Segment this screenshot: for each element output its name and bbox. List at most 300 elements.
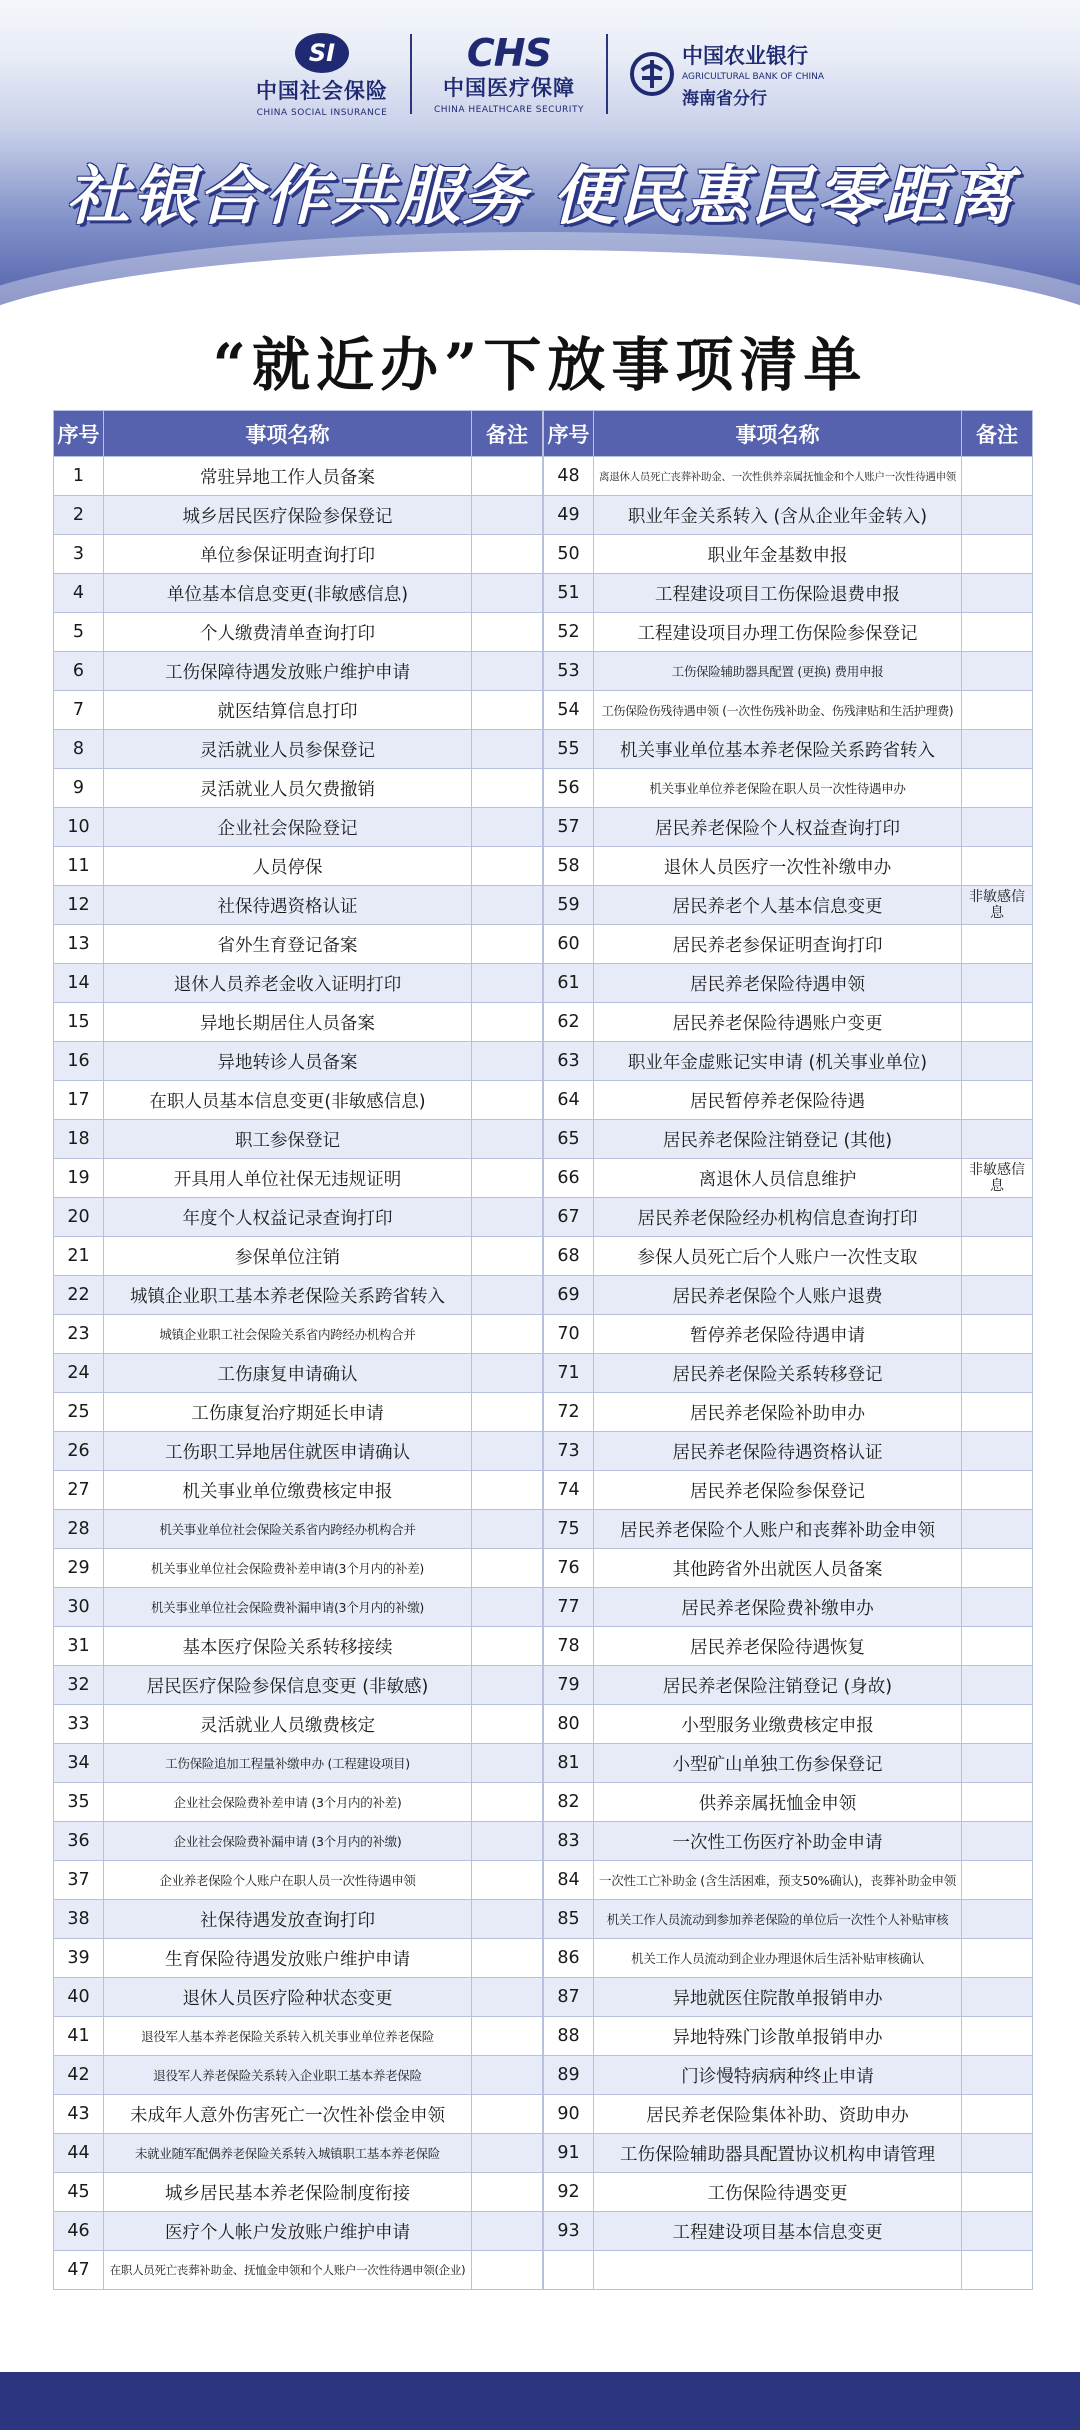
row-item-name: 单位参保证明查询打印 — [104, 535, 472, 574]
table-row — [544, 496, 1033, 535]
table-row — [54, 1588, 543, 1627]
row-note — [472, 652, 543, 691]
row-number: 38 — [54, 1900, 104, 1939]
row-item-name: 工伤职工异地居住就医申请确认 — [104, 1432, 472, 1471]
row-item-name: 单位基本信息变更(非敏感信息) — [104, 574, 472, 613]
table-row — [54, 847, 543, 886]
row-number: 29 — [54, 1549, 104, 1588]
row-note — [962, 1900, 1033, 1939]
row-number: 36 — [54, 1822, 104, 1861]
logo-row — [0, 24, 1080, 124]
row-number: 79 — [544, 1666, 594, 1705]
row-note — [472, 496, 543, 535]
row-number: 86 — [544, 1939, 594, 1978]
row-note — [472, 2095, 543, 2134]
table-row — [54, 1432, 543, 1471]
row-number: 62 — [544, 1003, 594, 1042]
table-row — [544, 1822, 1033, 1861]
row-number: 23 — [54, 1315, 104, 1354]
table-row — [54, 691, 543, 730]
table-row — [544, 925, 1033, 964]
table-row — [54, 1744, 543, 1783]
row-item-name: 居民养老保险费补缴申办 — [594, 1588, 962, 1627]
row-note — [962, 1588, 1033, 1627]
table-row — [54, 1510, 543, 1549]
row-number: 93 — [544, 2212, 594, 2251]
row-note — [472, 2056, 543, 2095]
row-number: 89 — [544, 2056, 594, 2095]
table-row — [544, 1900, 1033, 1939]
table-right — [543, 410, 1033, 2290]
row-item-name: 医疗个人帐户发放账户维护申请 — [104, 2212, 472, 2251]
row-note — [472, 925, 543, 964]
table-row — [54, 613, 543, 652]
row-number: 25 — [54, 1393, 104, 1432]
row-item-name: 城镇企业职工社会保险关系省内跨经办机构合并 — [104, 1315, 472, 1354]
row-number: 72 — [544, 1393, 594, 1432]
row-number: 37 — [54, 1861, 104, 1900]
row-number: 10 — [54, 808, 104, 847]
row-note — [472, 1276, 543, 1315]
row-number: 18 — [54, 1120, 104, 1159]
row-number: 71 — [544, 1354, 594, 1393]
table-row — [544, 808, 1033, 847]
table-row — [54, 1666, 543, 1705]
row-item-name: 机关工作人员流动到参加养老保险的单位后一次性个人补贴审核 — [594, 1900, 962, 1939]
row-item-name: 社保待遇资格认证 — [104, 886, 472, 925]
row-note — [472, 1354, 543, 1393]
row-note — [962, 2251, 1033, 2290]
table-row — [544, 1939, 1033, 1978]
row-number: 91 — [544, 2134, 594, 2173]
row-item-name: 工伤保险伤残待遇申领 (一次性伤残补助金、伤残津贴和生活护理费) — [594, 691, 962, 730]
row-note — [962, 2134, 1033, 2173]
row-item-name: 其他跨省外出就医人员备案 — [594, 1549, 962, 1588]
table-header-row — [54, 411, 543, 457]
row-item-name: 居民养老保险待遇资格认证 — [594, 1432, 962, 1471]
row-number: 55 — [544, 730, 594, 769]
row-note — [962, 925, 1033, 964]
row-number: 64 — [544, 1081, 594, 1120]
row-item-name: 居民养老保险参保登记 — [594, 1471, 962, 1510]
row-item-name — [594, 2251, 962, 2290]
table-row — [54, 1276, 543, 1315]
table-row — [54, 1393, 543, 1432]
row-note — [962, 1276, 1033, 1315]
row-note — [962, 730, 1033, 769]
row-item-name: 工程建设项目办理工伤保险参保登记 — [594, 613, 962, 652]
row-note — [962, 1354, 1033, 1393]
table-left — [53, 410, 543, 2290]
table-row — [544, 1393, 1033, 1432]
table-row — [54, 1315, 543, 1354]
table-row — [544, 847, 1033, 886]
row-note — [962, 1939, 1033, 1978]
row-item-name: 居民医疗保险参保信息变更 (非敏感) — [104, 1666, 472, 1705]
row-note — [962, 1744, 1033, 1783]
header-note: 备注 — [962, 411, 1033, 457]
row-note — [962, 1471, 1033, 1510]
row-number: 42 — [54, 2056, 104, 2095]
row-item-name: 工伤保险追加工程量补缴申办 (工程建设项目) — [104, 1744, 472, 1783]
row-note — [472, 1471, 543, 1510]
table-row — [544, 1549, 1033, 1588]
row-item-name: 居民养老保险经办机构信息查询打印 — [594, 1198, 962, 1237]
table-row — [54, 2212, 543, 2251]
row-number — [544, 2251, 594, 2290]
row-number: 73 — [544, 1432, 594, 1471]
row-number: 35 — [54, 1783, 104, 1822]
row-note — [472, 2212, 543, 2251]
row-note — [962, 535, 1033, 574]
healthcare-security-name: 中国医疗保障 — [442, 75, 575, 100]
row-note — [962, 1822, 1033, 1861]
table-row — [544, 2134, 1033, 2173]
row-number: 22 — [54, 1276, 104, 1315]
row-note — [962, 2095, 1033, 2134]
row-note — [472, 1159, 543, 1198]
row-item-name: 工伤保障待遇发放账户维护申请 — [104, 652, 472, 691]
row-item-name: 城镇企业职工基本养老保险关系跨省转入 — [104, 1276, 472, 1315]
table-row — [544, 1705, 1033, 1744]
row-note — [472, 1198, 543, 1237]
table-row — [544, 613, 1033, 652]
table-row — [54, 496, 543, 535]
row-note — [472, 613, 543, 652]
row-number: 85 — [544, 1900, 594, 1939]
table-row — [54, 1159, 543, 1198]
social-insurance-emblem-icon — [293, 31, 351, 75]
row-number: 2 — [54, 496, 104, 535]
social-insurance-name: 中国社会保险 — [255, 78, 388, 103]
row-item-name: 灵活就业人员缴费核定 — [104, 1705, 472, 1744]
row-number: 49 — [544, 496, 594, 535]
row-number: 58 — [544, 847, 594, 886]
row-item-name: 居民养老保险补助申办 — [594, 1393, 962, 1432]
row-item-name: 工伤保险辅助器具配置 (更换) 费用申报 — [594, 652, 962, 691]
row-number: 32 — [54, 1666, 104, 1705]
row-item-name: 基本医疗保险关系转移接续 — [104, 1627, 472, 1666]
row-note — [472, 1237, 543, 1276]
row-number: 74 — [544, 1471, 594, 1510]
row-item-name: 居民养老个人基本信息变更 — [594, 886, 962, 925]
row-item-name: 开具用人单位社保无违规证明 — [104, 1159, 472, 1198]
row-item-name: 城乡居民基本养老保险制度衔接 — [104, 2173, 472, 2212]
row-note — [962, 652, 1033, 691]
table-row — [544, 1432, 1033, 1471]
row-note — [962, 1120, 1033, 1159]
row-note — [472, 1822, 543, 1861]
row-note — [962, 1081, 1033, 1120]
row-note — [472, 1783, 543, 1822]
footer-bar — [0, 2372, 1080, 2430]
row-number: 66 — [544, 1159, 594, 1198]
row-note — [472, 1861, 543, 1900]
row-number: 33 — [54, 1705, 104, 1744]
row-number: 14 — [54, 964, 104, 1003]
row-item-name: 在职人员死亡丧葬补助金、抚恤金申领和个人账户一次性待遇申领(企业) — [104, 2251, 472, 2290]
row-note — [962, 1783, 1033, 1822]
row-note — [472, 1549, 543, 1588]
table-row — [544, 1627, 1033, 1666]
row-note: 非敏感信息 — [962, 1159, 1033, 1198]
row-item-name: 工伤保险待遇变更 — [594, 2173, 962, 2212]
row-number: 15 — [54, 1003, 104, 1042]
table-row — [54, 535, 543, 574]
row-number: 82 — [544, 1783, 594, 1822]
row-number: 59 — [544, 886, 594, 925]
row-item-name: 未成年人意外伤害死亡一次性补偿金申领 — [104, 2095, 472, 2134]
row-number: 43 — [54, 2095, 104, 2134]
row-note — [962, 2056, 1033, 2095]
table-row — [54, 652, 543, 691]
abc-branch: 海南省分行 — [681, 88, 767, 109]
row-item-name: 机关事业单位社会保险费补漏申请(3个月内的补缴) — [104, 1588, 472, 1627]
row-number: 52 — [544, 613, 594, 652]
row-note — [472, 2017, 543, 2056]
row-note — [472, 2134, 543, 2173]
table-row — [54, 457, 543, 496]
row-number: 48 — [544, 457, 594, 496]
row-item-name: 工伤康复治疗期延长申请 — [104, 1393, 472, 1432]
row-item-name: 常驻异地工作人员备案 — [104, 457, 472, 496]
social-insurance-name-en: CHINA SOCIAL INSURANCE — [256, 107, 388, 118]
row-number: 76 — [544, 1549, 594, 1588]
row-item-name: 居民养老参保证明查询打印 — [594, 925, 962, 964]
table-row — [54, 1705, 543, 1744]
row-note: 非敏感信息 — [962, 886, 1033, 925]
table-row — [544, 652, 1033, 691]
row-number: 53 — [544, 652, 594, 691]
table-row — [544, 1510, 1033, 1549]
table-row — [544, 1237, 1033, 1276]
row-number: 68 — [544, 1237, 594, 1276]
table-row — [544, 1783, 1033, 1822]
row-note — [962, 496, 1033, 535]
row-note — [472, 1081, 543, 1120]
row-number: 20 — [54, 1198, 104, 1237]
row-number: 9 — [54, 769, 104, 808]
row-item-name: 居民暂停养老保险待遇 — [594, 1081, 962, 1120]
table-row — [544, 1003, 1033, 1042]
table-row — [544, 1042, 1033, 1081]
row-number: 5 — [54, 613, 104, 652]
row-note — [472, 1900, 543, 1939]
social-insurance-logo — [234, 31, 410, 118]
row-number: 87 — [544, 1978, 594, 2017]
table-row — [54, 925, 543, 964]
row-item-name: 机关事业单位基本养老保险关系跨省转入 — [594, 730, 962, 769]
table-row — [544, 1666, 1033, 1705]
table-row — [544, 1744, 1033, 1783]
row-note — [962, 1549, 1033, 1588]
row-number: 61 — [544, 964, 594, 1003]
row-note — [472, 1003, 543, 1042]
healthcare-security-logo — [412, 30, 606, 115]
row-number: 80 — [544, 1705, 594, 1744]
slogan: 社银合作共服务 便民惠民零距离 — [65, 160, 1015, 234]
row-note — [472, 1510, 543, 1549]
row-item-name: 居民养老保险注销登记 (身故) — [594, 1666, 962, 1705]
row-item-name: 离退休人员死亡丧葬补助金、一次性供养亲属抚恤金和个人账户一次性待遇申领 — [594, 457, 962, 496]
row-note — [962, 964, 1033, 1003]
row-note — [962, 691, 1033, 730]
row-number: 81 — [544, 1744, 594, 1783]
row-number: 21 — [54, 1237, 104, 1276]
row-note — [472, 1666, 543, 1705]
table-row — [544, 886, 1033, 925]
row-item-name: 就医结算信息打印 — [104, 691, 472, 730]
row-number: 41 — [54, 2017, 104, 2056]
table-row — [54, 1003, 543, 1042]
row-number: 44 — [54, 2134, 104, 2173]
row-note — [962, 769, 1033, 808]
table-row — [544, 769, 1033, 808]
row-number: 56 — [544, 769, 594, 808]
table-row — [544, 1588, 1033, 1627]
abc-logo — [608, 40, 846, 109]
row-number: 8 — [54, 730, 104, 769]
abc-name-en: AGRICULTURAL BANK OF CHINA — [681, 71, 825, 82]
row-item-name: 参保单位注销 — [104, 1237, 472, 1276]
table-row — [54, 1354, 543, 1393]
row-item-name: 机关事业单位社会保险关系省内跨经办机构合并 — [104, 1510, 472, 1549]
row-item-name: 退休人员养老金收入证明打印 — [104, 964, 472, 1003]
row-item-name: 居民养老保险待遇申领 — [594, 964, 962, 1003]
row-item-name: 机关工作人员流动到企业办理退休后生活补贴审核确认 — [594, 1939, 962, 1978]
table-row — [54, 1861, 543, 1900]
row-number: 65 — [544, 1120, 594, 1159]
row-note — [962, 457, 1033, 496]
table-row — [544, 1978, 1033, 2017]
table-row — [54, 1627, 543, 1666]
row-number: 4 — [54, 574, 104, 613]
table-row — [54, 769, 543, 808]
row-note — [472, 1432, 543, 1471]
row-item-name: 居民养老保险个人账户退费 — [594, 1276, 962, 1315]
table-row — [54, 886, 543, 925]
table-row — [544, 1120, 1033, 1159]
table-row — [54, 964, 543, 1003]
row-note — [472, 886, 543, 925]
row-note — [962, 1705, 1033, 1744]
row-item-name: 企业社会保险费补漏申请 (3个月内的补缴) — [104, 1822, 472, 1861]
row-note — [472, 2251, 543, 2290]
page-title: “就近办”下放事项清单 — [212, 331, 868, 399]
table-row — [544, 2212, 1033, 2251]
row-item-name: 省外生育登记备案 — [104, 925, 472, 964]
row-item-name: 生育保险待遇发放账户维护申请 — [104, 1939, 472, 1978]
row-note — [472, 847, 543, 886]
table-row — [544, 964, 1033, 1003]
row-number: 54 — [544, 691, 594, 730]
row-note — [962, 2212, 1033, 2251]
table-row — [54, 1549, 543, 1588]
row-item-name: 工伤康复申请确认 — [104, 1354, 472, 1393]
row-number: 88 — [544, 2017, 594, 2056]
row-note — [472, 1705, 543, 1744]
table-header-row — [544, 411, 1033, 457]
table-row — [54, 1900, 543, 1939]
row-item-name: 职工参保登记 — [104, 1120, 472, 1159]
row-item-name: 居民养老保险集体补助、资助申办 — [594, 2095, 962, 2134]
table-row — [54, 2095, 543, 2134]
table-row — [54, 1198, 543, 1237]
table-row — [544, 2056, 1033, 2095]
row-note — [472, 574, 543, 613]
table-row — [54, 1081, 543, 1120]
row-item-name: 异地就医住院散单报销申办 — [594, 1978, 962, 2017]
row-note — [962, 1627, 1033, 1666]
row-item-name: 门诊慢特病病种终止申请 — [594, 2056, 962, 2095]
table-row — [544, 2095, 1033, 2134]
row-note — [962, 2173, 1033, 2212]
row-item-name: 居民养老保险待遇账户变更 — [594, 1003, 962, 1042]
row-note — [472, 457, 543, 496]
row-number: 50 — [544, 535, 594, 574]
table-row — [544, 1198, 1033, 1237]
header-no: 序号 — [54, 411, 104, 457]
row-number: 24 — [54, 1354, 104, 1393]
row-item-name: 小型矿山单独工伤参保登记 — [594, 1744, 962, 1783]
row-number: 90 — [544, 2095, 594, 2134]
row-note — [472, 1939, 543, 1978]
row-number: 3 — [54, 535, 104, 574]
table-row — [544, 730, 1033, 769]
table-row — [544, 2017, 1033, 2056]
row-note — [962, 1003, 1033, 1042]
row-item-name: 居民养老保险个人账户和丧葬补助金申领 — [594, 1510, 962, 1549]
table-row — [54, 574, 543, 613]
row-note — [472, 1315, 543, 1354]
row-item-name: 一次性工伤医疗补助金申请 — [594, 1822, 962, 1861]
row-number: 6 — [54, 652, 104, 691]
table-row — [54, 2173, 543, 2212]
row-number: 28 — [54, 1510, 104, 1549]
row-item-name: 异地特殊门诊散单报销申办 — [594, 2017, 962, 2056]
row-item-name: 工伤保险辅助器具配置协议机构申请管理 — [594, 2134, 962, 2173]
row-note — [962, 1315, 1033, 1354]
row-note — [472, 535, 543, 574]
table-row — [54, 2017, 543, 2056]
row-item-name: 灵活就业人员参保登记 — [104, 730, 472, 769]
row-item-name: 一次性工亡补助金 (含生活困难，预支50%确认)，丧葬补助金申领 — [594, 1861, 962, 1900]
row-number: 31 — [54, 1627, 104, 1666]
table-row — [54, 2056, 543, 2095]
row-note — [962, 574, 1033, 613]
row-item-name: 灵活就业人员欠费撤销 — [104, 769, 472, 808]
row-item-name: 机关事业单位社会保险费补差申请(3个月内的补差) — [104, 1549, 472, 1588]
table-row — [544, 1861, 1033, 1900]
row-number: 60 — [544, 925, 594, 964]
row-note — [472, 808, 543, 847]
table-row — [54, 730, 543, 769]
row-number: 1 — [54, 457, 104, 496]
row-item-name: 供养亲属抚恤金申领 — [594, 1783, 962, 1822]
row-number: 27 — [54, 1471, 104, 1510]
row-note — [962, 847, 1033, 886]
row-note — [962, 1666, 1033, 1705]
row-number: 39 — [54, 1939, 104, 1978]
table-row — [54, 2251, 543, 2290]
row-note — [962, 2017, 1033, 2056]
svg-text:SI: SI — [308, 38, 336, 67]
row-number: 45 — [54, 2173, 104, 2212]
row-number: 17 — [54, 1081, 104, 1120]
row-note — [472, 691, 543, 730]
row-number: 92 — [544, 2173, 594, 2212]
abc-name: 中国农业银行 — [681, 43, 808, 68]
